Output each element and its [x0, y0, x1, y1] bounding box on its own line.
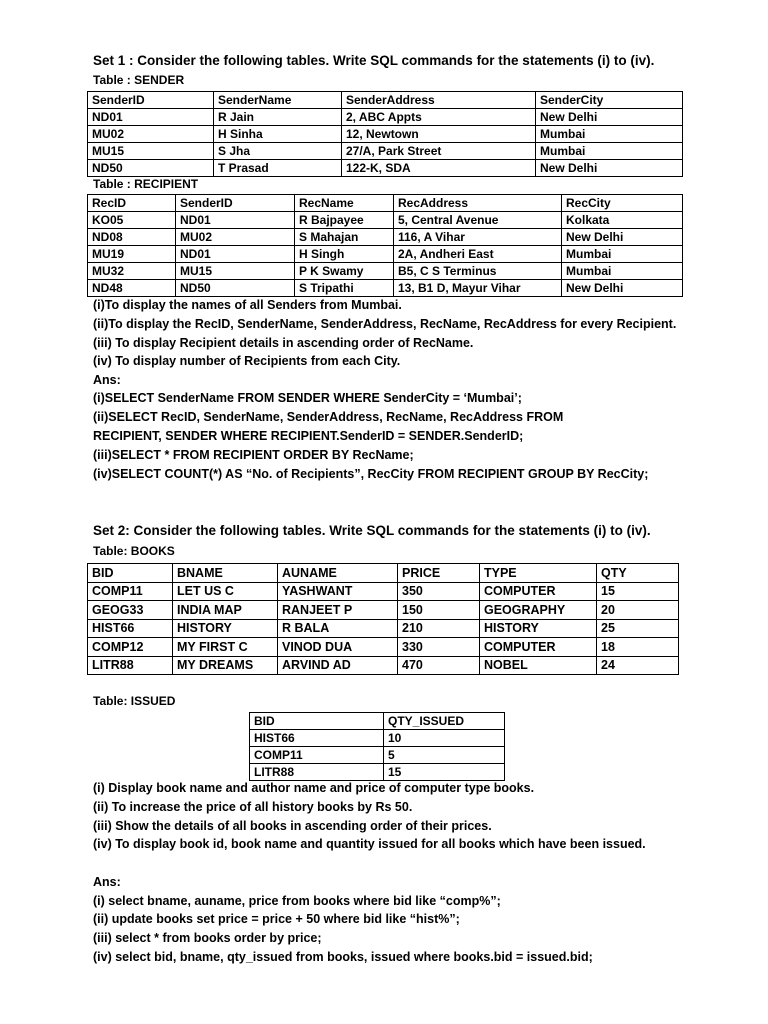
table-cell: HIST66 — [250, 730, 384, 747]
table-cell: ND08 — [88, 229, 176, 246]
set1-question: (ii)To display the RecID, SenderName, SenderAddress, RecName, RecAddress for every Recipient. — [93, 317, 677, 331]
table-cell: KO05 — [88, 212, 176, 229]
table-cell: ND50 — [88, 160, 214, 177]
table-cell: Kolkata — [562, 212, 683, 229]
table-cell: 24 — [597, 656, 679, 675]
issued-table — [249, 712, 505, 781]
table-row — [88, 160, 683, 177]
table-row — [88, 212, 683, 229]
table-cell: 10 — [384, 730, 505, 747]
table-cell: ND01 — [176, 212, 295, 229]
set1-answer: RECIPIENT, SENDER WHERE RECIPIENT.SenderID = SENDER.SenderID; — [93, 429, 524, 443]
set1-answer: (i)SELECT SenderName FROM SENDER WHERE SenderCity = ‘Mumbai’; — [93, 391, 522, 405]
table-cell: 5, Central Avenue — [394, 212, 562, 229]
set2-answer: (i) select bname, auname, price from books where bid like “comp%”; — [93, 894, 501, 908]
set2-heading: Set 2: Consider the following tables. Write SQL commands for the statements (i) to (iv). — [93, 523, 651, 538]
table-row — [88, 582, 679, 601]
table-cell: ND50 — [176, 280, 295, 297]
table-cell: MU19 — [88, 246, 176, 263]
table-row — [88, 229, 683, 246]
table-cell: 122-K, SDA — [342, 160, 536, 177]
table-cell: 5 — [384, 747, 505, 764]
table-row — [88, 126, 683, 143]
column-header: RecAddress — [394, 195, 562, 212]
column-header: QTY — [597, 564, 679, 583]
table-cell: MU15 — [176, 263, 295, 280]
table-cell: H Singh — [295, 246, 394, 263]
table-cell: COMP11 — [250, 747, 384, 764]
table-cell: R Jain — [214, 109, 342, 126]
table-cell: New Delhi — [536, 109, 683, 126]
sender-table — [87, 91, 683, 177]
table-cell: 350 — [398, 582, 480, 601]
column-header: RecName — [295, 195, 394, 212]
table-cell: 15 — [597, 582, 679, 601]
table-cell: GEOG33 — [88, 601, 173, 620]
issued-table-label: Table: ISSUED — [93, 694, 176, 708]
table-row — [250, 764, 505, 781]
table-cell: B5, C S Terminus — [394, 263, 562, 280]
table-row — [88, 601, 679, 620]
table-cell: COMP11 — [88, 582, 173, 601]
table-cell: 20 — [597, 601, 679, 620]
table-cell: 330 — [398, 638, 480, 657]
table-cell: MY DREAMS — [173, 656, 278, 675]
table-cell: 116, A Vihar — [394, 229, 562, 246]
column-header: RecCity — [562, 195, 683, 212]
set2-answer: (iv) select bid, bname, qty_issued from books, issued where books.bid = issued.bid; — [93, 950, 593, 964]
set1-question: (i)To display the names of all Senders from Mumbai. — [93, 298, 402, 312]
column-header: PRICE — [398, 564, 480, 583]
set2-question: (ii) To increase the price of all history books by Rs 50. — [93, 800, 413, 814]
set2-question: (i) Display book name and author name and price of computer type books. — [93, 781, 535, 795]
set1-answer: (iv)SELECT COUNT(*) AS “No. of Recipients”, RecCity FROM RECIPIENT GROUP BY RecCity; — [93, 467, 649, 481]
table-cell: HISTORY — [173, 619, 278, 638]
table-cell: S Mahajan — [295, 229, 394, 246]
table-row — [88, 143, 683, 160]
column-header: QTY_ISSUED — [384, 713, 505, 730]
set1-answer: (iii)SELECT * FROM RECIPIENT ORDER BY RecName; — [93, 448, 414, 462]
column-header: SenderName — [214, 92, 342, 109]
set1-question: (iv) To display number of Recipients from each City. — [93, 354, 401, 368]
table-cell: 2, ABC Appts — [342, 109, 536, 126]
table-cell: Mumbai — [536, 126, 683, 143]
set2-ans-label: Ans: — [93, 875, 121, 889]
table-cell: LITR88 — [250, 764, 384, 781]
table-cell: COMPUTER — [480, 638, 597, 657]
table-cell: COMPUTER — [480, 582, 597, 601]
set2-question: (iv) To display book id, book name and quantity issued for all books which have been issued. — [93, 837, 646, 851]
table-cell: INDIA MAP — [173, 601, 278, 620]
table-cell: R BALA — [278, 619, 398, 638]
table-cell: HISTORY — [480, 619, 597, 638]
table-cell: ND01 — [88, 109, 214, 126]
table-row — [88, 109, 683, 126]
table-cell: 15 — [384, 764, 505, 781]
books-table-label: Table: BOOKS — [93, 544, 175, 558]
table-cell: H Sinha — [214, 126, 342, 143]
table-cell: ND01 — [176, 246, 295, 263]
table-row — [88, 656, 679, 675]
table-cell: Mumbai — [562, 246, 683, 263]
set1-ans-label: Ans: — [93, 373, 121, 387]
set2-question: (iii) Show the details of all books in ascending order of their prices. — [93, 819, 492, 833]
column-header: SenderID — [88, 92, 214, 109]
table-cell: GEOGRAPHY — [480, 601, 597, 620]
table-cell: MY FIRST C — [173, 638, 278, 657]
table-cell: MU32 — [88, 263, 176, 280]
table-cell: 150 — [398, 601, 480, 620]
table-cell: 2A, Andheri East — [394, 246, 562, 263]
table-cell: P K Swamy — [295, 263, 394, 280]
table-cell: VINOD DUA — [278, 638, 398, 657]
table-cell: ND48 — [88, 280, 176, 297]
column-header: RecID — [88, 195, 176, 212]
set1-question: (iii) To display Recipient details in ascending order of RecName. — [93, 336, 474, 350]
table-header-row — [88, 195, 683, 212]
table-cell: 25 — [597, 619, 679, 638]
table-row — [88, 280, 683, 297]
table-cell: 27/A, Park Street — [342, 143, 536, 160]
books-table — [87, 563, 679, 675]
table-cell: NOBEL — [480, 656, 597, 675]
sender-table-label: Table : SENDER — [93, 73, 185, 87]
column-header: BID — [250, 713, 384, 730]
table-cell: New Delhi — [562, 280, 683, 297]
table-row — [250, 747, 505, 764]
table-cell: YASHWANT — [278, 582, 398, 601]
table-cell: 12, Newtown — [342, 126, 536, 143]
column-header: SenderID — [176, 195, 295, 212]
column-header: BNAME — [173, 564, 278, 583]
set2-answer: (ii) update books set price = price + 50 where bid like “hist%”; — [93, 912, 460, 926]
table-row — [88, 638, 679, 657]
table-cell: New Delhi — [562, 229, 683, 246]
column-header: TYPE — [480, 564, 597, 583]
table-header-row — [250, 713, 505, 730]
column-header: SenderCity — [536, 92, 683, 109]
table-cell: Mumbai — [536, 143, 683, 160]
column-header: AUNAME — [278, 564, 398, 583]
table-cell: RANJEET P — [278, 601, 398, 620]
set2-answer: (iii) select * from books order by price; — [93, 931, 322, 945]
table-cell: COMP12 — [88, 638, 173, 657]
set1-answer: (ii)SELECT RecID, SenderName, SenderAddress, RecName, RecAddress FROM — [93, 410, 564, 424]
table-cell: 210 — [398, 619, 480, 638]
table-cell: LET US C — [173, 582, 278, 601]
table-cell: 13, B1 D, Mayur Vihar — [394, 280, 562, 297]
table-cell: HIST66 — [88, 619, 173, 638]
table-row — [88, 619, 679, 638]
table-row — [250, 730, 505, 747]
table-cell: ARVIND AD — [278, 656, 398, 675]
table-row — [88, 246, 683, 263]
column-header: BID — [88, 564, 173, 583]
table-cell: 470 — [398, 656, 480, 675]
table-row — [88, 263, 683, 280]
table-cell: 18 — [597, 638, 679, 657]
recipient-table — [87, 194, 683, 297]
column-header: SenderAddress — [342, 92, 536, 109]
table-cell: MU02 — [176, 229, 295, 246]
table-cell: MU15 — [88, 143, 214, 160]
recipient-table-label: Table : RECIPIENT — [93, 177, 199, 191]
table-cell: S Jha — [214, 143, 342, 160]
table-header-row — [88, 92, 683, 109]
table-cell: LITR88 — [88, 656, 173, 675]
set1-heading: Set 1 : Consider the following tables. Write SQL commands for the statements (i) to (iv). — [93, 53, 655, 68]
table-cell: New Delhi — [536, 160, 683, 177]
table-cell: S Tripathi — [295, 280, 394, 297]
table-cell: MU02 — [88, 126, 214, 143]
table-cell: R Bajpayee — [295, 212, 394, 229]
table-header-row — [88, 564, 679, 583]
table-cell: Mumbai — [562, 263, 683, 280]
table-cell: T Prasad — [214, 160, 342, 177]
